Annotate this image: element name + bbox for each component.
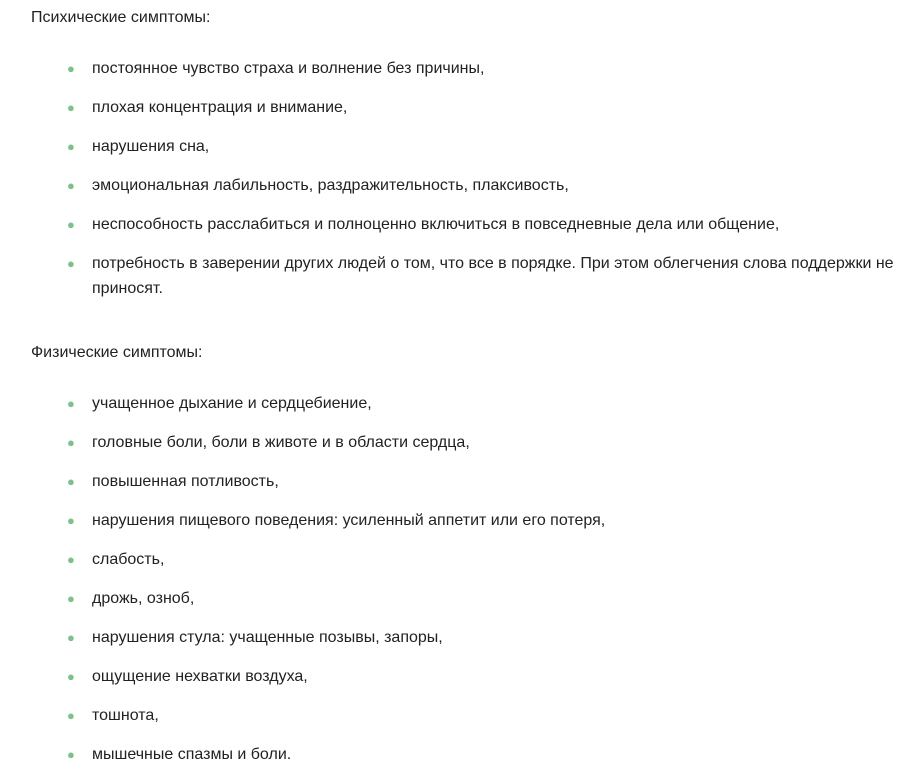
list-item-text: эмоциональная лабильность, раздражительность, плаксивость, — [92, 177, 569, 194]
list-item-text: неспособность расслабиться и полноценно включиться в повседневные дела или общение, — [92, 216, 780, 233]
list-item — [0, 703, 920, 728]
list-item — [0, 212, 920, 237]
list-item-text: слабость, — [92, 551, 165, 568]
list-item — [0, 469, 920, 494]
physical-symptoms-heading: Физические симптомы: — [31, 344, 203, 361]
bullet-dot-icon: ● — [67, 139, 75, 154]
mental-symptoms-heading: Психические симптомы: — [31, 9, 211, 26]
list-item — [0, 742, 920, 767]
bullet-dot-icon: ● — [67, 747, 75, 762]
list-item — [0, 508, 920, 533]
list-item-text: учащенное дыхание и сердцебиение, — [92, 395, 372, 412]
bullet-dot-icon: ● — [67, 256, 75, 271]
bullet-dot-icon: ● — [67, 513, 75, 528]
bullet-dot-icon: ● — [67, 396, 75, 411]
list-item-text: дрожь, озноб, — [92, 590, 195, 607]
list-item — [0, 430, 920, 455]
bullet-dot-icon: ● — [67, 708, 75, 723]
list-item — [0, 547, 920, 572]
list-item-text: повышенная потливость, — [92, 473, 279, 490]
bullet-dot-icon: ● — [67, 474, 75, 489]
list-item-text: головные боли, боли в животе и в области сердца, — [92, 434, 470, 451]
list-item — [0, 625, 920, 650]
list-item-text: нарушения стула: учащенные позывы, запоры, — [92, 629, 443, 646]
list-item — [0, 134, 920, 159]
bullet-dot-icon: ● — [67, 435, 75, 450]
list-item-text: нарушения пищевого поведения: усиленный аппетит или его потеря, — [92, 512, 606, 529]
list-item-text: тошнота, — [92, 707, 159, 724]
list-item — [0, 56, 920, 81]
bullet-dot-icon: ● — [67, 630, 75, 645]
list-item — [0, 586, 920, 611]
physical-symptoms-list — [0, 391, 920, 781]
bullet-dot-icon: ● — [67, 100, 75, 115]
list-item — [0, 173, 920, 198]
list-item — [0, 391, 920, 416]
list-item-text: потребность в заверении других людей о том, что все в порядке. При этом облегчения слова поддержки не приносят. — [92, 255, 894, 297]
list-item — [0, 251, 920, 301]
list-item — [0, 664, 920, 689]
bullet-dot-icon: ● — [67, 61, 75, 76]
list-item-text: мышечные спазмы и боли. — [92, 746, 292, 763]
bullet-dot-icon: ● — [67, 669, 75, 684]
bullet-dot-icon: ● — [67, 591, 75, 606]
bullet-dot-icon: ● — [67, 217, 75, 232]
mental-symptoms-list — [0, 56, 920, 315]
list-item-text: плохая концентрация и внимание, — [92, 99, 348, 116]
bullet-dot-icon: ● — [67, 178, 75, 193]
list-item-text: ощущение нехватки воздуха, — [92, 668, 308, 685]
bullet-dot-icon: ● — [67, 552, 75, 567]
list-item — [0, 95, 920, 120]
list-item-text: постоянное чувство страха и волнение без причины, — [92, 60, 485, 77]
list-item-text: нарушения сна, — [92, 138, 210, 155]
